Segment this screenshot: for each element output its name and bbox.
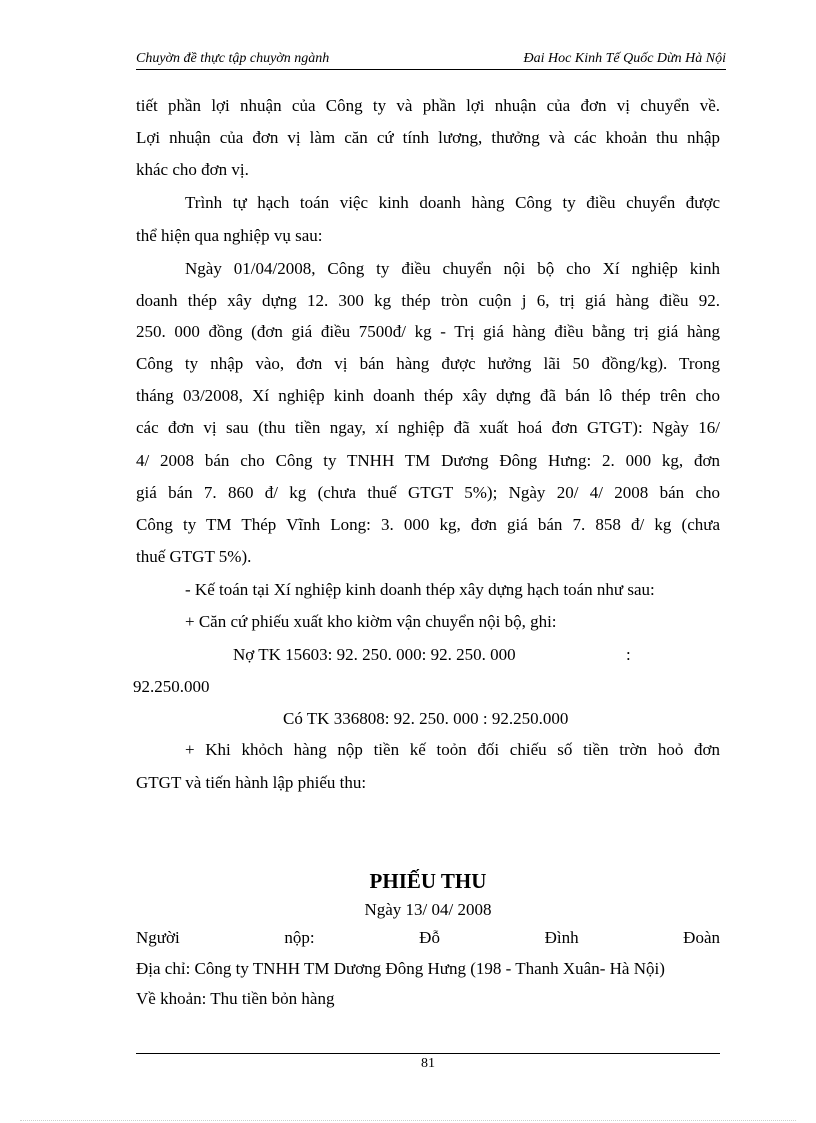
receipt-reason: Về khoản: Thu tiền bỏn hàng	[136, 989, 335, 1008]
body-line: Trình tự hạch toán việc kinh doanh hàng Công ty điều chuyển được	[185, 193, 720, 212]
header-rule	[136, 69, 726, 70]
body-line: + Khi khỏch hàng nộp tiền kế toỏn đối chiếu số tiền trờn hoỏ đơn	[185, 740, 720, 759]
body-line: khác cho đơn vị.	[136, 160, 249, 179]
receipt-title: PHIẾU THU	[369, 869, 487, 893]
body-line: Lợi nhuận của đơn vị làm căn cứ tính lương, thưởng và các khoản thu nhập	[136, 128, 720, 147]
body-line: doanh thép xây dựng 12. 300 kg thép tròn cuộn j 6, trị giá hàng điều 92.	[136, 291, 720, 310]
payer-word-2: Đình	[544, 928, 579, 947]
page-bottom-border	[20, 1120, 796, 1121]
body-line: Công ty nhập vào, đơn vị bán hàng được hưởng lãi 50 đồng/kg). Trong	[136, 354, 720, 373]
body-line: thể hiện qua nghiệp vụ sau:	[136, 226, 323, 245]
debit-colon: :	[626, 645, 631, 664]
header-right: Đai Hoc Kinh Tế Quốc Dừn Hà Nội	[523, 51, 726, 66]
receipt-payer	[136, 927, 720, 949]
body-line: + Căn cứ phiếu xuất kho kiờm vận chuyển nội bộ, ghi:	[185, 612, 557, 631]
body-line: tháng 03/2008, Xí nghiệp kinh doanh thép xây dựng đã bán lô thép trên cho	[136, 386, 720, 405]
page-number: 81	[421, 1056, 435, 1071]
credit-entry: Có TK 336808: 92. 250. 000 : 92.250.000	[283, 709, 569, 728]
body-line: Ngày 01/04/2008, Công ty điều chuyển nội bộ cho Xí nghiệp kinh	[185, 259, 720, 278]
payer-label: Người	[136, 928, 180, 947]
body-line: - Kế toán tại Xí nghiệp kinh doanh thép xây dựng hạch toán như sau:	[185, 580, 655, 599]
body-line: giá bán 7. 860 đ/ kg (chưa thuế GTGT 5%); Ngày 20/ 4/ 2008 bán cho	[136, 483, 720, 502]
debit-entry: Nợ TK 15603: 92. 250. 000: 92. 250. 000	[233, 645, 516, 664]
body-line: 250. 000 đồng (đơn giá điều 7500đ/ kg - Trị giá hàng điều bằng trị giá hàng	[136, 322, 720, 341]
payer-word-1: Đỗ	[419, 928, 440, 947]
payer-label-2: nộp:	[284, 928, 315, 947]
payer-word-3: Đoàn	[683, 928, 720, 947]
footer-rule	[136, 1053, 720, 1054]
body-line: 4/ 2008 bán cho Công ty TNHH TM Dương Đông Hưng: 2. 000 kg, đơn	[136, 451, 720, 470]
debit-amount: 92.250.000	[133, 677, 210, 696]
receipt-address: Địa chỉ: Công ty TNHH TM Dương Đông Hưng (198 - Thanh Xuân- Hà Nội)	[136, 959, 665, 978]
receipt-date: Ngày 13/ 04/ 2008	[364, 900, 492, 919]
body-line: tiết phần lợi nhuận của Công ty và phần lợi nhuận của đơn vị chuyển về.	[136, 96, 720, 115]
body-line: các đơn vị sau (thu tiền ngay, xí nghiệp đã xuất hoá đơn GTGT): Ngày 16/	[136, 418, 720, 437]
body-line: GTGT và tiến hành lập phiếu thu:	[136, 773, 367, 792]
body-line: Công ty TM Thép Vĩnh Long: 3. 000 kg, đơn giá bán 7. 858 đ/ kg (chưa	[136, 515, 720, 534]
body-line: thuế GTGT 5%).	[136, 547, 252, 566]
header-left: Chuyờn đề thực tập chuyờn ngành	[136, 51, 330, 66]
